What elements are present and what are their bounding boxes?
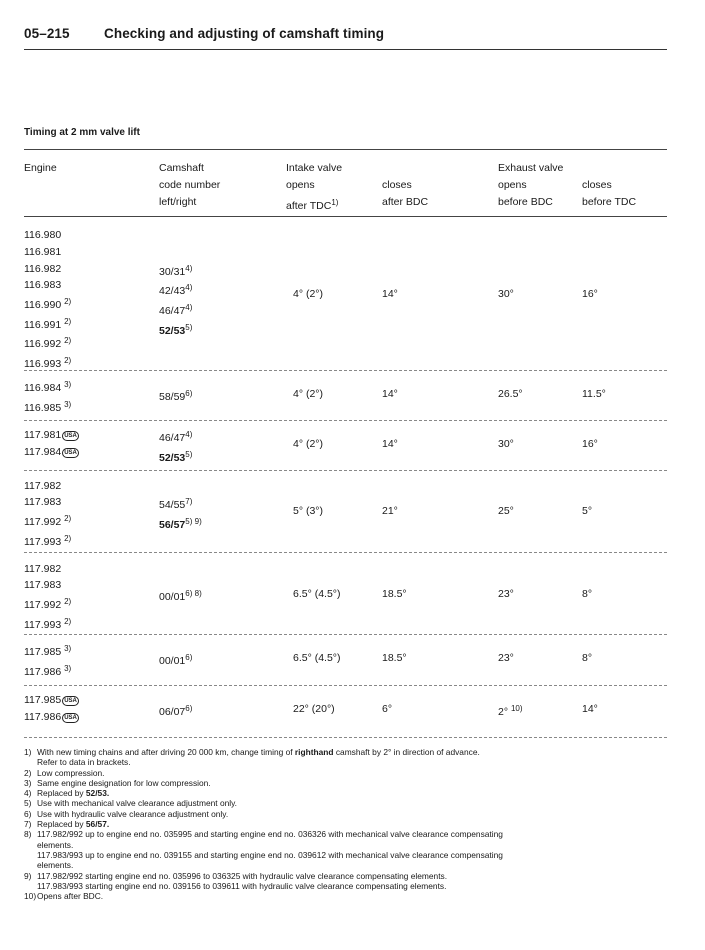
footnote [24,819,674,829]
footnote-text [37,788,674,798]
footnote-text [37,798,674,808]
camshaft-code: 06/07$^{6)}$ [159,703,193,718]
camshaft-code: 30/31$^{4)}$ [159,263,193,278]
usa-badge: USA [64,715,77,721]
intake-opens-value: 4° (2°) [293,437,323,450]
engine-code: 116.981 [24,245,62,258]
footnote-line: Replaced by 56/57. [37,819,110,830]
footnote [24,871,674,892]
footnote-ref: 3) [64,380,72,390]
footnote-ref: 6) 8) [185,588,202,598]
engine-code: 117.985 USA [24,694,77,707]
footnote-ref: 4) [185,283,193,293]
row-divider [24,685,667,686]
intake-closes-value: 6° [382,702,393,715]
engine-code: 117.983 [24,579,62,592]
col-camshaft-1: Camshaft [159,162,204,174]
footnote-mark: 7) [24,819,32,830]
footnote-ref: 6) [185,388,193,398]
footnote-mark: 5) [24,798,32,809]
intake-closes-value: 14° [382,437,398,450]
footnote-line: elements. [37,839,74,850]
footnote-mark: 3) [24,777,32,788]
footnote-text [37,871,674,892]
engine-code: 117.992 $^{2)}$ [24,597,72,611]
engine-code: 116.980 [24,229,62,242]
footnote-text [37,809,674,819]
table-top-rule [24,149,667,150]
footnote-mark: 10) [24,891,37,902]
row-divider [24,552,667,553]
footnote-line: 117.983/993 up to engine end no. 039155 and starting engine end no. 039612 with mechanical valve clearance compensating [37,849,503,860]
intake-closes-value: 21° [382,504,398,517]
intake-closes-value: 14° [382,287,398,300]
camshaft-list [159,261,192,340]
footnote-ref: 5) [185,450,193,459]
page-number: 05–215 [24,26,70,41]
footnote-line: Low compression. [37,767,105,778]
footnotes [24,747,674,901]
row-divider [24,634,667,635]
camshaft-code: 52/53$^{5)}$ [159,450,193,464]
footnote [24,778,674,788]
footnote [24,891,674,901]
engine-list [24,227,71,373]
exhaust-opens-value: 25° [498,504,514,517]
col-exhaust-closes-2: before TDC [582,196,637,208]
footnote [24,788,674,798]
engine-code: 116.991 $^{2)}$ [24,316,72,331]
exhaust-opens-value: 30° [498,287,514,300]
row-divider [24,370,667,371]
camshaft-list [159,427,192,466]
col-intake-closes-1: closes [382,179,412,191]
engine-code: 117.983 [24,496,62,509]
engine-code: 117.986 USA [24,711,77,723]
table-title: Timing at 2 mm valve lift [24,127,140,138]
footnote [24,768,674,778]
exhaust-closes-value: 16° [582,437,598,450]
footnote-mark: 2) [24,767,32,778]
footnote-line: elements. [37,860,74,871]
col-intake-opens-1: opens [286,179,315,191]
col-exhaust-group: Exhaust valve [498,162,564,174]
footnote-mark: 6) [24,808,32,819]
engine-list [24,478,71,551]
footnote-text [37,891,674,901]
engine-code: 117.985 $^{3)}$ [24,644,72,659]
camshaft-list [159,494,202,533]
footnote-line: 117.982/992 starting engine end no. 035996 to 036325 with hydraulic valve clearance compensating elements. [37,870,448,881]
col-exhaust-closes-1: closes [582,179,612,191]
engine-code: 116.984 $^{3)}$ [24,380,72,395]
page-title: Checking and adjusting of camshaft timing [104,26,385,41]
engine-code: 116.992 $^{2)}$ [24,336,72,351]
camshaft-code: 54/55$^{7)}$ [159,497,193,512]
engine-list [24,692,79,725]
engine-code: 116.993 $^{2)}$ [24,356,72,371]
row-divider [24,737,667,738]
exhaust-closes-value: 8° [582,651,593,664]
exhaust-opens-value: 23° [498,651,514,664]
footnote-line: Same engine designation for low compression. [37,777,211,788]
camshaft-code: $00/01^{6) 8)}$ [159,588,202,603]
camshaft-code: 46/47$^{4)}$ [159,430,193,445]
usa-badge: USA [64,450,77,456]
intake-opens-value: 6.5° (4.5°) [293,587,341,600]
footnote-line: Opens after BDC. [37,891,104,902]
engine-code: 116.983 [24,279,62,292]
row-divider [24,420,667,421]
exhaust-closes-value: 14° [582,702,598,715]
engine-code: 117.982 [24,479,62,492]
footnote-line: Use with mechanical valve clearance adjustment only. [37,798,238,809]
col-engine: Engine [24,162,57,174]
footnote [24,809,674,819]
exhaust-closes-value: 5° [582,504,593,517]
footnote-ref: 5) [185,322,193,332]
footnote [24,798,674,808]
footnote-text [37,778,674,788]
footnote-line: Replaced by 52/53. [37,788,110,799]
exhaust-opens-value: 26.5° [498,387,523,400]
footnote-ref: 2) [64,356,72,366]
intake-opens-value: 6.5° (4.5°) [293,651,341,664]
footnote-text [37,768,674,778]
footnote-ref: 3) [64,644,72,654]
footnote-line: 117.983/993 starting engine end no. 039156 to 039611 with hydraulic valve clearance compensating elements. [37,880,447,891]
footnote-ref: 10) [510,703,523,713]
footnote-mark: 4) [24,788,32,799]
exhaust-closes-value: 11.5° [582,387,606,400]
footnote-ref: 6) [185,703,193,713]
footnote-mark: 8) [24,829,32,840]
camshaft-code: 52/53$^{5)}$ [159,322,193,337]
engine-code: 117.984 USA [24,446,77,458]
camshaft-code: 46/47$^{4)}$ [159,303,193,317]
usa-badge: USA [64,433,77,440]
engine-code: 117.982 [24,562,62,575]
footnote-ref: 3) [64,400,72,409]
footnote [24,747,674,768]
exhaust-opens-value: 23° [498,587,514,600]
usa-badge: USA [64,698,77,705]
engine-code: 116.985 $^{3)}$ [24,400,72,414]
engine-code: 117.993 $^{2)}$ [24,533,72,548]
exhaust-closes-value: 8° [582,587,593,600]
footnote-ref: 4) [185,303,193,312]
footnote-ref: 4) [185,263,193,273]
camshaft-list [159,701,192,721]
footnote-mark: 9) [24,870,32,881]
intake-opens-value: 5° (3°) [293,504,323,517]
col-exhaust-opens-1: opens [498,179,527,191]
engine-list [24,377,71,416]
footnote-line: Use with hydraulic valve clearance adjustment only. [37,808,229,819]
engine-code: 117.981 USA [24,429,77,442]
footnote-ref: 2) [64,297,72,306]
engine-list [24,561,71,634]
intake-closes-value: 18.5° [382,651,407,664]
intake-closes-value: 18.5° [382,587,407,600]
camshaft-list [159,650,192,670]
engine-code: 117.993 $^{2)}$ [24,616,72,631]
footnote-ref: 2) [64,616,72,626]
camshaft-code: 58/59$^{6)}$ [159,388,193,403]
footnote-ref: 7) [185,497,193,507]
footnote-line: 117.982/992 up to engine end no. 035995 and starting engine end no. 036326 with mechanical valve clearance compensating [37,829,503,840]
intake-closes-value: 14° [382,387,398,400]
footnote-ref: 2) [64,533,72,543]
exhaust-closes-value: 16° [582,287,598,300]
engine-code: 117.986 $^{3)}$ [24,664,72,678]
camshaft-code: $56/57^{5) 9)}$ [159,517,202,531]
col-intake-closes-2: after BDC [382,196,429,208]
col-intake-opens-2: after TDC$^{1)}$ [286,198,339,212]
footnote-ref: 2) [64,336,72,346]
footnote-ref: 2) [64,316,72,326]
footnote-line: With new timing chains and after driving 20 000 km, change timing of righthand camshaft by 2° in direction of advance. [37,747,480,757]
intake-opens-value: 22° (20°) [293,702,335,715]
header-bottom-rule [24,216,667,217]
footnote-ref: 6) [185,652,193,662]
col-intake-group: Intake valve [286,162,343,174]
col-exhaust-opens-2: before BDC [498,196,553,208]
footnote-text [37,747,674,768]
row-divider [24,470,667,471]
engine-code: 116.990 $^{2)}$ [24,297,72,311]
page-header [24,26,384,41]
col-camshaft-3: left/right [159,196,197,208]
footnote-ref: 5) 9) [185,517,202,526]
header-rule [24,49,667,50]
engine-code: 117.992 $^{2)}$ [24,514,72,528]
intake-opens-value: 4° (2°) [293,287,323,300]
footnote-ref: 2) [64,514,72,523]
intake-opens-value: 4° (2°) [293,387,323,400]
footnote-text [37,819,674,829]
footnote-ref: 4) [185,430,193,440]
engine-list [24,427,79,460]
camshaft-code: 42/43$^{4)}$ [159,283,193,298]
camshaft-list [159,386,192,406]
footnote-ref: 3) [64,664,72,673]
engine-list [24,641,71,680]
camshaft-code: 00/01$^{6)}$ [159,652,193,667]
footnote-ref: 2) [64,597,72,606]
exhaust-opens-value: 30° [498,437,514,450]
engine-code: 116.982 [24,262,62,275]
col-camshaft-2: code number [159,179,221,191]
exhaust-opens-value: 2° $^{10)}$ [498,703,523,718]
footnote-line: Refer to data in brackets. [37,757,131,768]
footnote-text [37,829,674,870]
footnote-mark: 1) [24,747,32,757]
camshaft-list [159,586,202,606]
footnote [24,829,674,870]
